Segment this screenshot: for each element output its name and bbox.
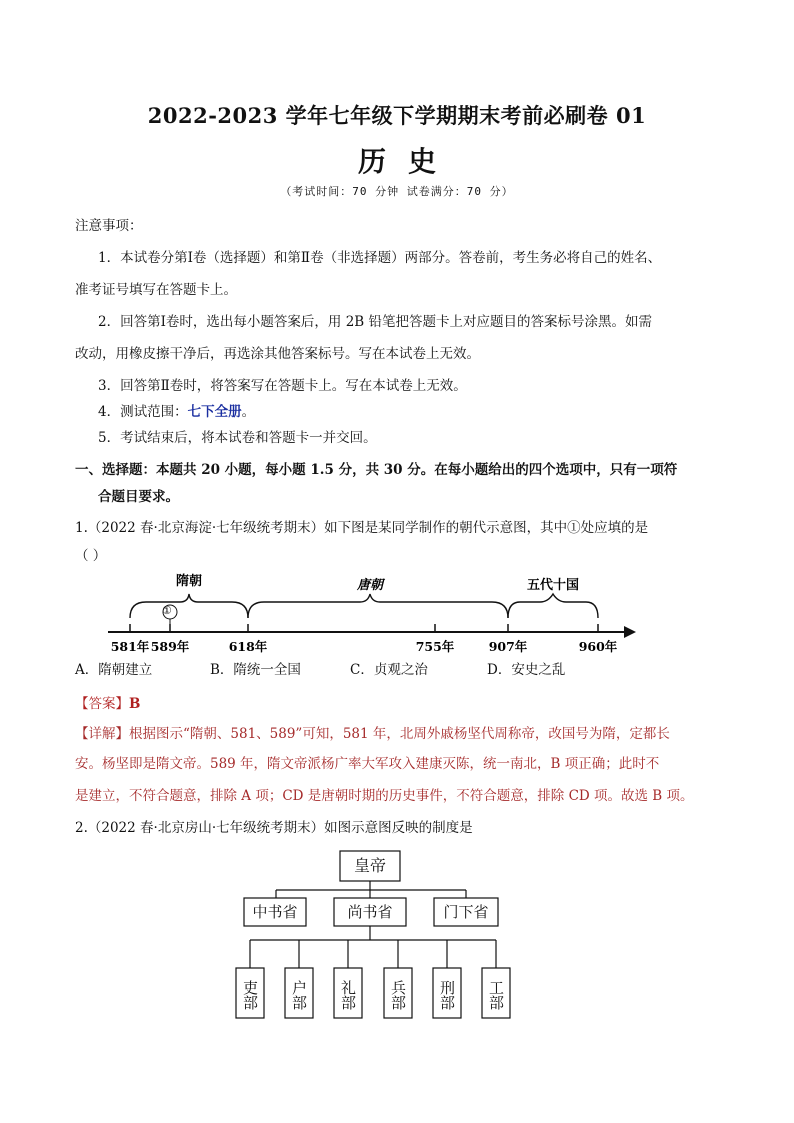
question-2-stem: 2.（2022 春·北京房山·七年级统考期末）如图示意图反映的制度是 bbox=[75, 820, 473, 836]
org-menxia: 门下省 bbox=[443, 903, 489, 921]
detail-text: 根据图示“隋朝、581、589”可知，581 年，北周外戚杨坚代周称帝，改国号为隋，定都长 bbox=[129, 726, 670, 742]
notice-item-1: 1．本试卷分第Ⅰ卷（选择题）和第Ⅱ卷（非选择题）两部分。答卷前，考生务必将自己的姓名、 bbox=[98, 250, 662, 266]
org-dept: 兵部 bbox=[389, 980, 407, 1010]
year-label: 755年 bbox=[415, 639, 455, 654]
marker-text: ① bbox=[162, 604, 172, 617]
sui-brace bbox=[130, 594, 248, 618]
detail-label: 【详解】 bbox=[75, 726, 129, 742]
notice-item-2-cont: 改动，用橡皮擦干净后，再选涂其他答案标号。写在本试卷上无效。 bbox=[75, 346, 480, 362]
option-d[interactable]: D．安史之乱 bbox=[487, 662, 566, 678]
tang-brace bbox=[248, 594, 508, 618]
answer bbox=[75, 688, 140, 720]
option-b[interactable]: B．隋统一全国 bbox=[210, 662, 301, 678]
year-label: 618年 bbox=[228, 639, 268, 654]
detail-line-1 bbox=[75, 718, 715, 750]
scope-value: 七下全册 bbox=[187, 404, 242, 420]
org-dept: 刑部 bbox=[438, 980, 456, 1010]
option-c[interactable]: C．贞观之治 bbox=[350, 662, 428, 678]
notice-item-3: 3．回答第Ⅱ卷时，将答案写在答题卡上。写在本试卷上无效。 bbox=[98, 378, 467, 394]
detail-line-3: 是建立，不符合题意，排除 A 项；CD 是唐朝时期的历史事件，不符合题意，排除 CD 项。故选 B 项。 bbox=[75, 788, 694, 804]
question-1-stem: 1.（2022 春·北京海淀·七年级统考期末）如下图是某同学制作的朝代示意图，其中①处应填的是 bbox=[75, 520, 649, 536]
option-a[interactable]: A．隋朝建立 bbox=[75, 662, 153, 678]
answer-label: 【答案】 bbox=[75, 696, 129, 712]
year-label: 960年 bbox=[578, 639, 618, 654]
exam-title: 2022-2023 学年七年级下学期期末考前必刷卷 01 bbox=[147, 103, 647, 128]
dynasty-timeline bbox=[100, 568, 660, 660]
exam-info: （考试时间：70 分钟 试卷满分：70 分） bbox=[280, 185, 514, 198]
notice-heading: 注意事项： bbox=[75, 218, 143, 234]
org-dept: 户部 bbox=[290, 980, 308, 1010]
label-sui: 隋朝 bbox=[175, 574, 203, 589]
subject-title: 历史 bbox=[357, 145, 458, 178]
five-dynasties-brace bbox=[508, 594, 598, 618]
org-emperor: 皇帝 bbox=[353, 856, 386, 875]
org-zhongshu: 中书省 bbox=[252, 903, 298, 921]
section-heading-cont: 合题目要求。 bbox=[98, 489, 179, 505]
label-tang: 唐朝 bbox=[356, 578, 384, 593]
label-five-dynasties: 五代十国 bbox=[526, 578, 580, 593]
notice-item-5: 5．考试结束后，将本试卷和答题卡一并交回。 bbox=[98, 430, 377, 446]
scope-suffix: 。 bbox=[241, 404, 256, 420]
year-label: 589年 bbox=[150, 639, 190, 654]
year-label: 581年 bbox=[110, 639, 150, 654]
org-dept: 工部 bbox=[487, 980, 505, 1010]
section-heading: 一、选择题：本题共 20 小题，每小题 1.5 分，共 30 分。在每小题给出的四个选项中，只有一项符 bbox=[75, 462, 678, 478]
answer-value: B bbox=[129, 696, 141, 712]
notice-item-2: 2．回答第Ⅰ卷时，选出每小题答案后，用 2B 铅笔把答题卡上对应题目的答案标号涂黑。如需 bbox=[98, 314, 653, 330]
year-label: 907年 bbox=[488, 639, 528, 654]
notice-item-1-cont: 准考证号填写在答题卡上。 bbox=[75, 282, 237, 298]
question-1-stem-cont: （ ） bbox=[75, 548, 107, 564]
org-dept: 吏部 bbox=[241, 980, 259, 1010]
org-shangshu: 尚书省 bbox=[347, 903, 393, 921]
detail-line-2: 安。杨坚即是隋文帝。589 年，隋文帝派杨广率大军攻入建康灭陈，统一南北，B 项正确；此时不 bbox=[75, 756, 660, 772]
org-dept: 礼部 bbox=[339, 980, 357, 1010]
scope-label: 4．测试范围： bbox=[98, 404, 188, 420]
